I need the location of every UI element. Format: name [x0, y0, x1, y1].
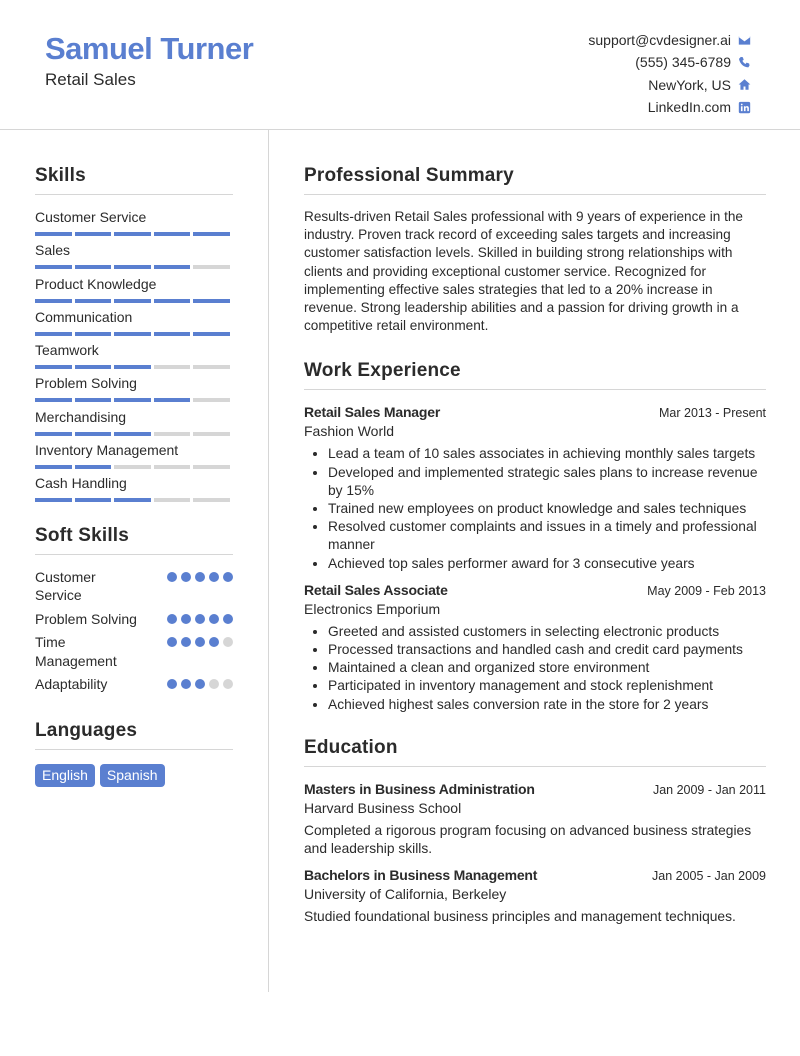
summary-heading: Professional Summary	[304, 165, 766, 195]
summary-section	[304, 165, 766, 335]
job-dates: May 2009 - Feb 2013	[647, 583, 766, 598]
skill-level-bar	[35, 265, 233, 269]
envelope-icon	[737, 33, 751, 47]
soft-skill-item	[35, 568, 233, 605]
job-bullets	[304, 445, 766, 572]
skill-level-bar	[35, 365, 233, 369]
jobs-list	[304, 404, 766, 713]
job-company: Electronics Emporium	[304, 600, 441, 617]
skill-name: Product Knowledge	[35, 275, 157, 292]
skill-level-segment	[114, 465, 151, 469]
skills-heading: Skills	[35, 165, 233, 195]
education-section	[304, 737, 766, 927]
languages-section	[35, 720, 233, 787]
skill-level-segment	[154, 365, 191, 369]
skill-level-segment	[154, 299, 191, 303]
left-column	[35, 130, 233, 787]
column-divider	[268, 130, 269, 992]
skill-level-segment	[114, 432, 151, 436]
skill-level-segment	[35, 232, 72, 236]
skill-level-segment	[154, 332, 191, 336]
skill-level-segment	[35, 398, 72, 402]
soft-skill-rating	[167, 614, 233, 624]
skills-list	[35, 209, 233, 509]
rating-dot	[195, 637, 205, 647]
rating-dot	[181, 679, 191, 689]
education-header	[304, 781, 766, 797]
rating-dot	[223, 614, 233, 624]
skill-level-bar	[35, 332, 233, 336]
skill-level-segment	[114, 265, 151, 269]
skill-level-segment	[154, 265, 191, 269]
contact-email[interactable]	[588, 29, 751, 51]
soft-skill-rating	[167, 572, 233, 582]
skill-level-segment	[75, 265, 112, 269]
degree-name: Bachelors in Business Management	[304, 867, 538, 884]
rating-dot	[195, 679, 205, 689]
job-header	[304, 582, 766, 598]
education-description: Studied foundational business principles and management techniques.	[304, 909, 736, 925]
skill-level-segment	[114, 299, 151, 303]
soft-skill-rating	[167, 637, 233, 647]
job-bullets	[304, 623, 766, 714]
skill-level-segment	[75, 398, 112, 402]
rating-dot	[167, 614, 177, 624]
candidate-title: Retail Sales	[45, 70, 136, 89]
education-dates: Jan 2009 - Jan 2011	[652, 782, 766, 797]
skill-level-segment	[75, 365, 112, 369]
skill-level-segment	[114, 332, 151, 336]
rating-dot	[181, 572, 191, 582]
contact-email-text: support@cvdesigner.ai	[588, 32, 731, 49]
school-name: University of California, Berkeley	[304, 886, 507, 903]
job-entry	[304, 404, 766, 572]
contact-list	[588, 29, 751, 118]
skill-level-segment	[114, 398, 151, 402]
rating-dot	[209, 637, 219, 647]
rating-dot	[167, 679, 177, 689]
skill-item	[35, 209, 233, 242]
skill-level-segment	[154, 432, 191, 436]
skill-level-segment	[35, 498, 72, 502]
skill-level-bar	[35, 432, 233, 436]
summary-text: Results-driven Retail Sales professional with 9 years of experience in the industry. Proven track record of exceeding sales targets and increasing customer satisfaction levels. Skilled in building strong relationships with clients and providing exceptional customer service. Recognized for implementing effective sales strategies that led to a 20% increase in revenue. Strong leadership abilities and a passion for driving growth in a competitive retail environment.	[304, 209, 743, 334]
job-bullet: • Processed transactions and handled cash and credit card payments	[328, 641, 766, 659]
soft-skill-name: Customer Service	[35, 568, 96, 604]
contact-location-text: NewYork, US	[648, 76, 731, 93]
soft-skill-name: Adaptability	[35, 676, 108, 693]
soft-skill-item	[35, 633, 233, 670]
soft-skill-item	[35, 675, 233, 694]
skill-level-segment	[193, 498, 230, 502]
skill-name: Communication	[35, 308, 133, 325]
skill-level-segment	[35, 332, 72, 336]
skill-level-segment	[193, 465, 230, 469]
rating-dot	[209, 572, 219, 582]
skill-level-segment	[114, 498, 151, 502]
skill-level-segment	[75, 232, 112, 236]
skill-level-segment	[193, 265, 230, 269]
language-chip: English	[35, 764, 95, 787]
skill-name: Customer Service	[35, 209, 147, 225]
soft-skills-list	[35, 568, 233, 694]
rating-dot	[167, 637, 177, 647]
skill-level-segment	[154, 232, 191, 236]
language-chip: Spanish	[100, 764, 165, 787]
languages-list	[35, 764, 233, 787]
languages-heading: Languages	[35, 720, 233, 750]
skill-level-segment	[193, 365, 230, 369]
contact-linkedin[interactable]	[588, 96, 751, 118]
job-role: Retail Sales Manager	[304, 404, 441, 421]
skill-level-segment	[193, 299, 230, 303]
contact-phone-text: (555) 345-6789	[635, 54, 731, 71]
skill-item	[35, 276, 233, 309]
education-dates: Jan 2005 - Jan 2009	[652, 869, 766, 884]
rating-dot	[209, 679, 219, 689]
skill-level-segment	[75, 432, 112, 436]
skill-level-bar	[35, 465, 233, 469]
soft-skill-rating	[167, 679, 233, 689]
skill-name: Teamwork	[35, 342, 99, 359]
job-company: Fashion World	[304, 423, 395, 440]
contact-location	[588, 74, 751, 96]
rating-dot	[209, 614, 219, 624]
home-icon	[737, 78, 751, 92]
school-name: Harvard Business School	[304, 799, 462, 816]
job-bullet: • Resolved customer complaints and issues in a timely and professional manner	[328, 518, 766, 554]
education-entry	[304, 781, 766, 858]
skill-item	[35, 409, 233, 442]
rating-dot	[167, 572, 177, 582]
skill-level-segment	[193, 432, 230, 436]
soft-skill-name: Problem Solving	[35, 610, 137, 627]
skill-item	[35, 375, 233, 408]
job-role: Retail Sales Associate	[304, 581, 448, 598]
skill-level-segment	[154, 398, 191, 402]
education-description: Completed a rigorous program focusing on advanced business strategies and leadership skills.	[304, 822, 752, 857]
work-heading: Work Experience	[304, 360, 766, 390]
rating-dot	[223, 637, 233, 647]
skill-item	[35, 242, 233, 275]
soft-skills-section	[35, 525, 233, 694]
job-dates: Mar 2013 - Present	[659, 406, 766, 421]
soft-skill-name: Time Management	[35, 634, 117, 669]
phone-icon	[737, 55, 751, 69]
skill-name: Cash Handling	[35, 475, 127, 492]
skill-name: Problem Solving	[35, 375, 137, 392]
education-entry	[304, 867, 766, 926]
skill-level-segment	[154, 498, 191, 502]
job-bullet: • Achieved top sales performer award for 3 consecutive years	[328, 555, 766, 573]
skill-level-segment	[35, 465, 72, 469]
job-bullet: • Trained new employees on product knowledge and sales techniques	[328, 500, 766, 518]
skill-level-bar	[35, 232, 233, 236]
education-list	[304, 781, 766, 927]
rating-dot	[181, 614, 191, 624]
job-bullet: • Maintained a clean and organized store environment	[328, 659, 766, 677]
skill-level-segment	[193, 232, 230, 236]
rating-dot	[195, 572, 205, 582]
skill-level-segment	[75, 465, 112, 469]
education-heading: Education	[304, 737, 766, 767]
skill-item	[35, 475, 233, 508]
skill-item	[35, 442, 233, 475]
resume-header	[0, 0, 800, 130]
degree-name: Masters in Business Administration	[304, 780, 535, 797]
right-column	[304, 130, 766, 926]
job-bullet: • Developed and implemented strategic sales plans to increase revenue by 15%	[328, 464, 766, 500]
job-bullet: • Achieved highest sales conversion rate in the store for 2 years	[328, 696, 766, 714]
soft-skill-item	[35, 610, 233, 629]
job-bullet: • Lead a team of 10 sales associates in achieving monthly sales targets	[328, 445, 766, 463]
rating-dot	[223, 572, 233, 582]
education-header	[304, 867, 766, 883]
skill-level-segment	[75, 299, 112, 303]
skill-level-bar	[35, 498, 233, 502]
skill-level-segment	[35, 299, 72, 303]
skill-level-segment	[75, 498, 112, 502]
candidate-name: Samuel Turner	[45, 31, 254, 66]
rating-dot	[195, 614, 205, 624]
skill-level-segment	[114, 365, 151, 369]
skill-level-bar	[35, 299, 233, 303]
contact-phone[interactable]	[588, 51, 751, 73]
soft-skills-heading: Soft Skills	[35, 525, 233, 555]
job-header	[304, 404, 766, 420]
skill-level-segment	[75, 332, 112, 336]
skill-level-segment	[35, 265, 72, 269]
skills-section	[35, 165, 233, 509]
skill-level-segment	[35, 432, 72, 436]
skill-level-bar	[35, 398, 233, 402]
rating-dot	[223, 679, 233, 689]
job-bullet: • Participated in inventory management and stock replenishment	[328, 677, 766, 695]
linkedin-icon	[737, 100, 751, 114]
skill-level-segment	[154, 465, 191, 469]
skill-name: Merchandising	[35, 408, 127, 425]
contact-linkedin-text: LinkedIn.com	[647, 99, 731, 116]
skill-item	[35, 309, 233, 342]
skill-name: Sales	[35, 242, 71, 259]
work-section	[304, 360, 766, 713]
rating-dot	[181, 637, 191, 647]
job-entry	[304, 582, 766, 714]
skill-level-segment	[35, 365, 72, 369]
job-bullet: • Greeted and assisted customers in selecting electronic products	[328, 623, 766, 641]
skill-level-segment	[193, 332, 230, 336]
skill-level-segment	[193, 398, 230, 402]
skill-name: Inventory Management	[35, 442, 179, 459]
skill-item	[35, 342, 233, 375]
skill-level-segment	[114, 232, 151, 236]
